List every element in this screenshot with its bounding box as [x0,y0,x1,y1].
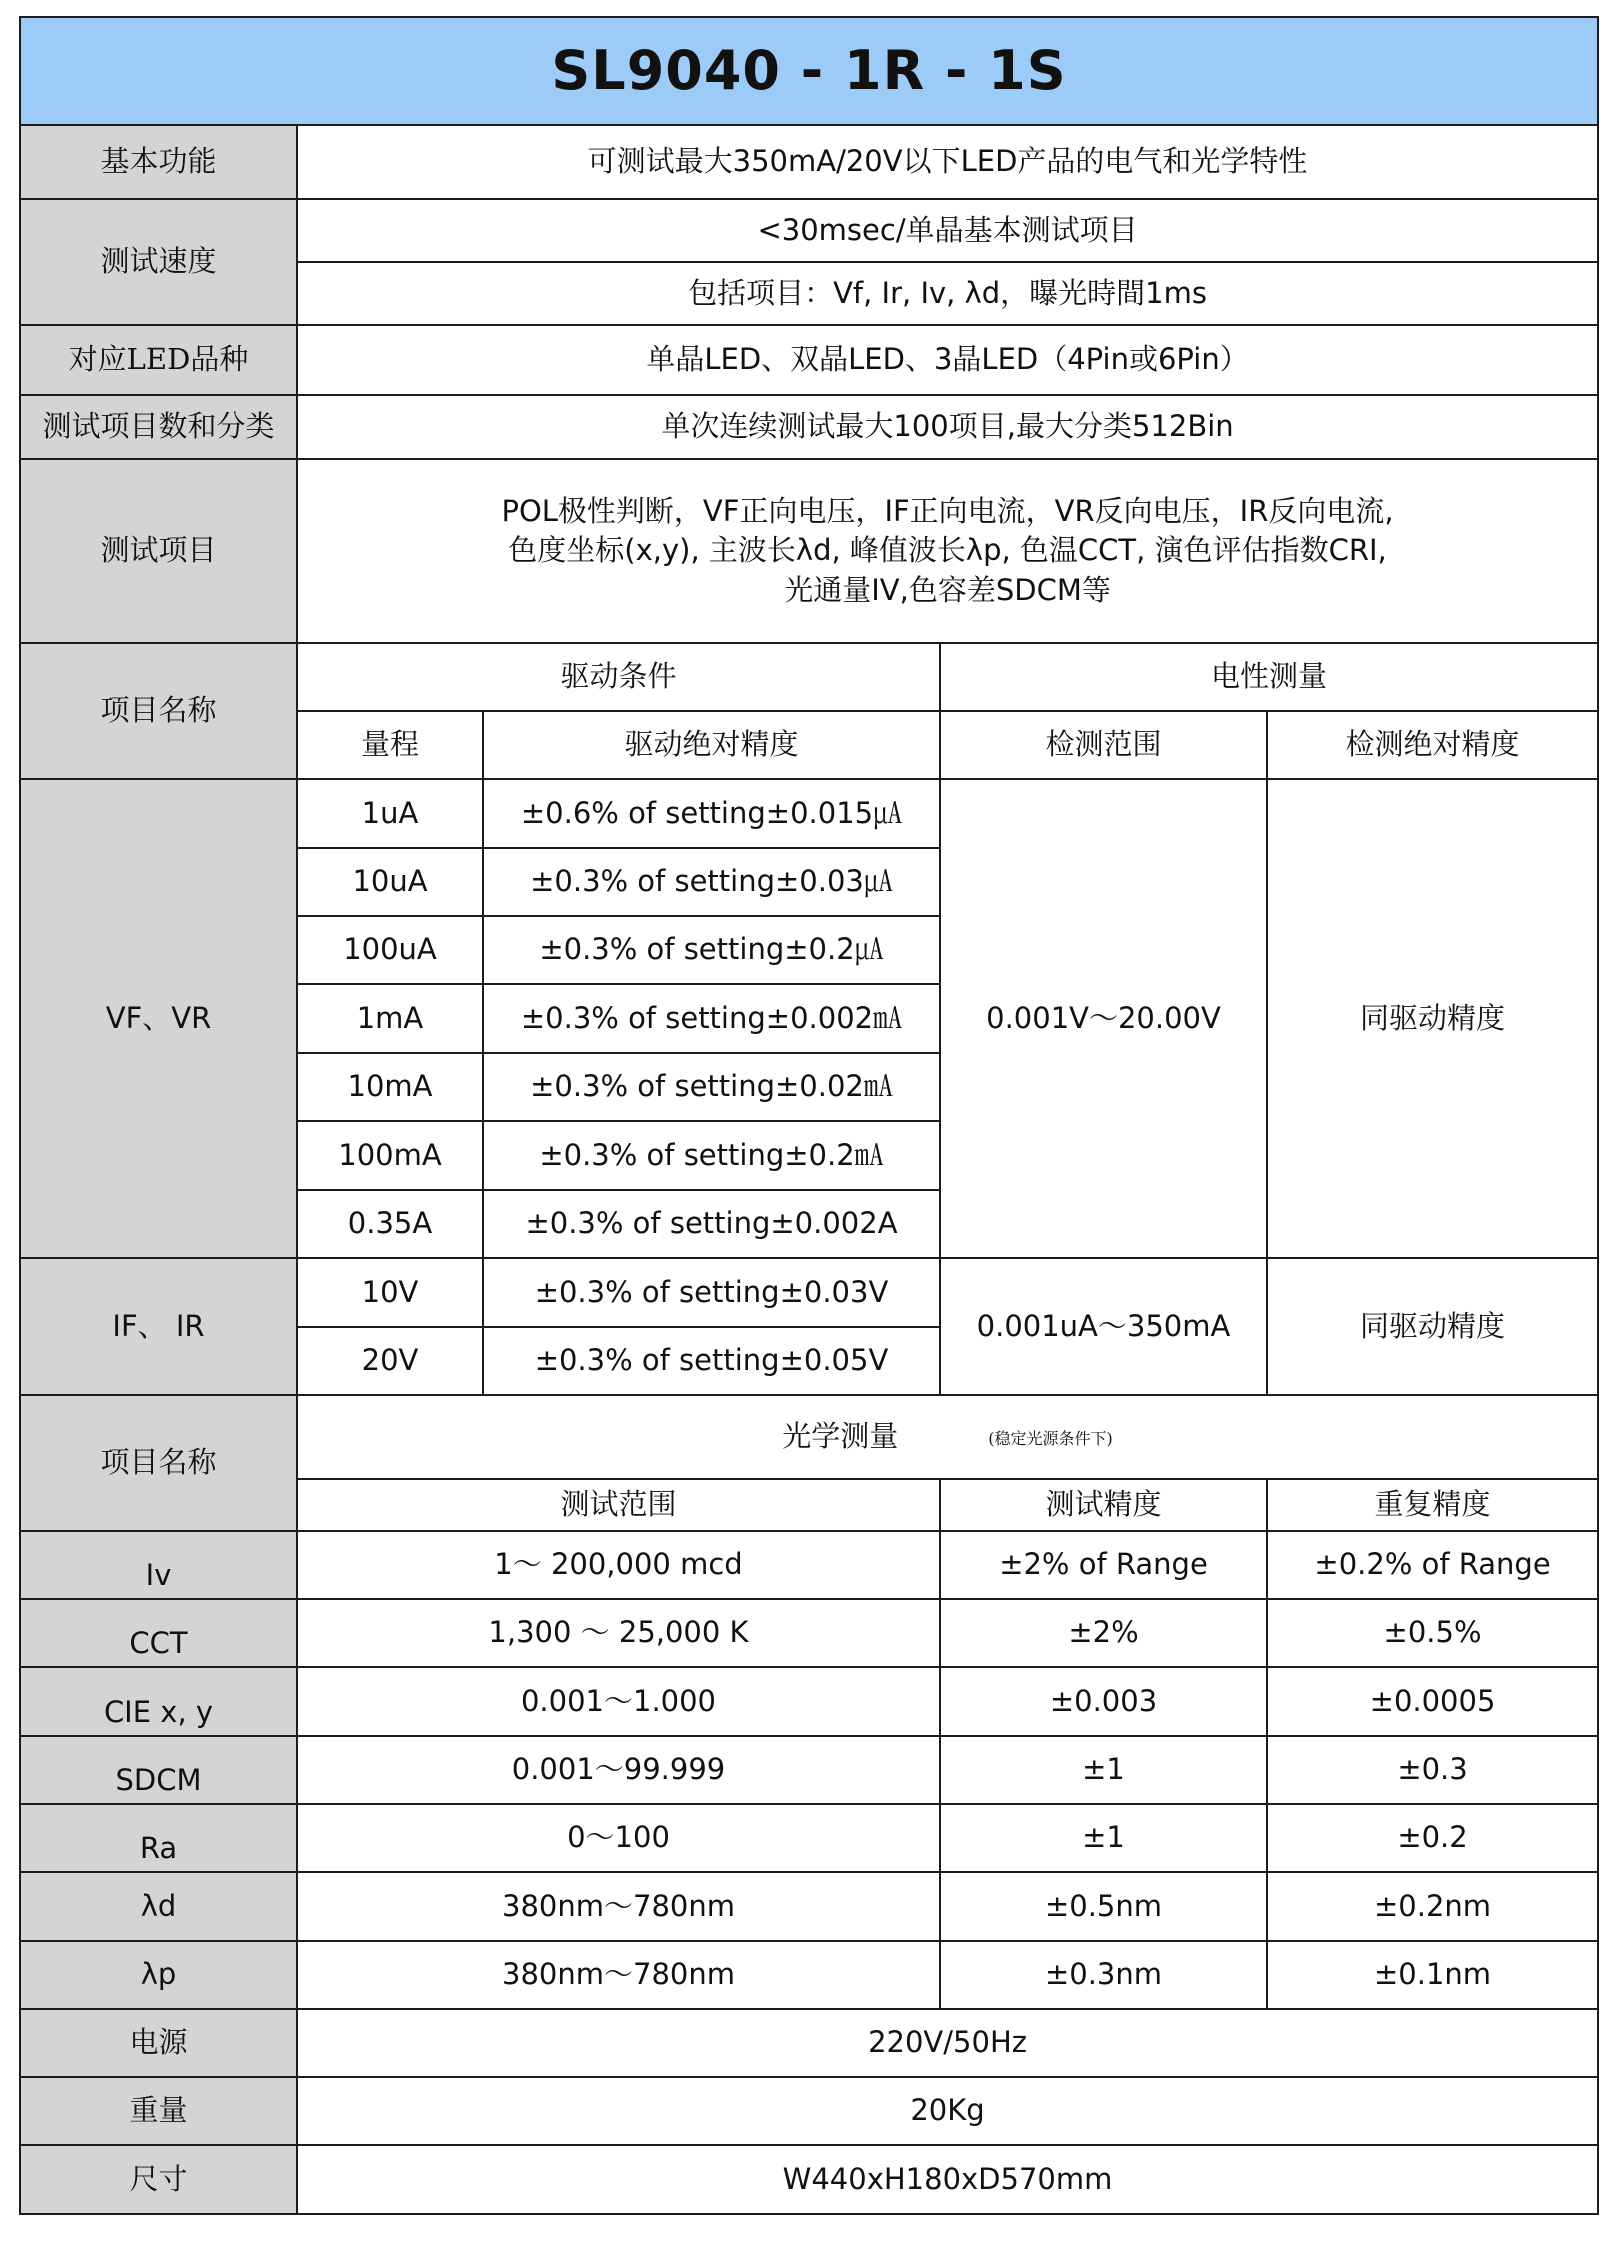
table-cell-accuracy: ±0.3% of setting±0.002㎃ [483,984,940,1053]
if-ir-label: IF、 IR [20,1258,297,1395]
col-detect-range-header: 检测范围 [940,711,1267,779]
table-cell-accuracy: ±0.3% of setting±0.05V [483,1327,940,1395]
optical-row-name [20,1599,297,1667]
spec-table [19,16,1599,2215]
optical-measure-header [297,1395,1598,1479]
basic-function-value: 可测试最大350mA/20V以下LED产品的电气和光学特性 [297,125,1598,199]
power-value: 220V/50Hz [297,2009,1598,2077]
optical-header-note: (稳定光源条件下) [988,1428,1113,1448]
table-cell-range: 1uA [297,779,483,848]
optical-row-name-text: CCT [129,1626,188,1661]
test-speed-label: 测试速度 [20,199,297,325]
test-items-value [297,459,1598,643]
optical-cell-repeat: ±0.3 [1267,1736,1598,1804]
optical-cell-accuracy: ±0.5nm [940,1872,1267,1941]
optical-cell-repeat: ±0.1nm [1267,1941,1598,2009]
col-drive-accuracy-header: 驱动绝对精度 [483,711,940,779]
table-cell-range: 20V [297,1327,483,1395]
table-cell-range: 0.35A [297,1190,483,1258]
optical-cell-repeat: ±0.2% of Range [1267,1531,1598,1599]
table-cell-range: 10uA [297,848,483,916]
optical-cell-accuracy: ±1 [940,1736,1267,1804]
table-cell-accuracy: ±0.3% of setting±0.002A [483,1190,940,1258]
optical-cell-range: 1,300 ～ 25,000 K [297,1599,940,1667]
table-cell-accuracy: ±0.3% of setting±0.03V [483,1258,940,1327]
optical-row-name-text: Iv [145,1558,172,1593]
basic-function-label: 基本功能 [20,125,297,199]
optical-cell-range: 380nm～780nm [297,1941,940,2009]
weight-label: 重量 [20,2077,297,2145]
weight-value: 20Kg [297,2077,1598,2145]
optical-cell-accuracy: ±2% of Range [940,1531,1267,1599]
if-detect-accuracy: 同驱动精度 [1267,1258,1598,1395]
col-detect-accuracy-header: 检测绝对精度 [1267,711,1598,779]
vf-detect-accuracy: 同驱动精度 [1267,779,1598,1258]
items-count-value: 单次连续测试最大100项目,最大分类512Bin [297,395,1598,459]
if-detect-range: 0.001uA～350mA [940,1258,1267,1395]
test-items-label: 测试项目 [20,459,297,643]
optical-cell-repeat: ±0.2nm [1267,1872,1598,1941]
optical-col-repeat-header: 重复精度 [1267,1479,1598,1531]
test-items-line: 色度坐标(x,y), 主波长λd, 峰值波长λp, 色温CCT, 演色评估指数CRI, [508,533,1387,568]
table-cell-range: 100mA [297,1121,483,1190]
test-items-line: POL极性判断，VF正向电压，IF正向电流，VR反向电压，IR反向电流, [501,494,1394,529]
table-cell-accuracy: ±0.3% of setting±0.2㎃ [483,1121,940,1190]
optical-cell-range: 380nm～780nm [297,1872,940,1941]
table-cell-range: 1mA [297,984,483,1053]
optical-col-range-header: 测试范围 [297,1479,940,1531]
optical-cell-range: 0.001～1.000 [297,1667,940,1736]
table-cell-range: 10mA [297,1053,483,1121]
optical-cell-accuracy: ±0.003 [940,1667,1267,1736]
led-types-value: 单晶LED、双晶LED、3晶LED（4Pin或6Pin） [297,325,1598,395]
table-cell-accuracy: ±0.6% of setting±0.015㎂ [483,779,940,848]
optical-item-label: 项目名称 [20,1395,297,1531]
optical-cell-repeat: ±0.5% [1267,1599,1598,1667]
size-label: 尺寸 [20,2145,297,2214]
vf-detect-range: 0.001V～20.00V [940,779,1267,1258]
test-items-line: 光通量IV,色容差SDCM等 [784,572,1111,607]
vf-vr-label: VF、VR [20,779,297,1258]
electrical-measure-header: 电性测量 [940,643,1598,711]
col-range-header: 量程 [297,711,483,779]
optical-row-name [20,1804,297,1872]
size-value: W440xH180xD570mm [297,2145,1598,2214]
optical-cell-accuracy: ±0.3nm [940,1941,1267,2009]
optical-cell-accuracy: ±2% [940,1599,1267,1667]
optical-cell-repeat: ±0.0005 [1267,1667,1598,1736]
optical-row-name: λd [20,1872,297,1941]
optical-row-name-text: SDCM [115,1763,202,1798]
optical-cell-range: 0～100 [297,1804,940,1872]
optical-row-name-text: CIE x, y [103,1694,214,1729]
table-cell-range: 100uA [297,916,483,984]
electrical-item-label: 项目名称 [20,643,297,779]
table-cell-accuracy: ±0.3% of setting±0.2㎂ [483,916,940,984]
optical-cell-range: 1～ 200,000 mcd [297,1531,940,1599]
optical-cell-accuracy: ±1 [940,1804,1267,1872]
spec-sheet [19,16,1597,2215]
table-cell-accuracy: ±0.3% of setting±0.02㎃ [483,1053,940,1121]
page-title: SL9040 - 1R - 1S [20,17,1598,125]
optical-header-text: 光学测量 [782,1419,899,1454]
optical-row-name-text: Ra [139,1831,178,1866]
power-label: 电源 [20,2009,297,2077]
optical-col-accuracy-header: 测试精度 [940,1479,1267,1531]
optical-row-name [20,1531,297,1599]
optical-row-name [20,1667,297,1736]
optical-row-name [20,1736,297,1804]
optical-row-name: λp [20,1941,297,2009]
test-speed-value: <30msec/单晶基本测试项目 [297,199,1598,262]
test-speed-items: 包括项目：Vf, Ir, Iv, λd，曝光時間1ms [297,262,1598,325]
led-types-label: 对应LED品种 [20,325,297,395]
table-cell-range: 10V [297,1258,483,1327]
optical-cell-range: 0.001～99.999 [297,1736,940,1804]
optical-cell-repeat: ±0.2 [1267,1804,1598,1872]
table-cell-accuracy: ±0.3% of setting±0.03㎂ [483,848,940,916]
drive-condition-header: 驱动条件 [297,643,940,711]
items-count-label: 测试项目数和分类 [20,395,297,459]
